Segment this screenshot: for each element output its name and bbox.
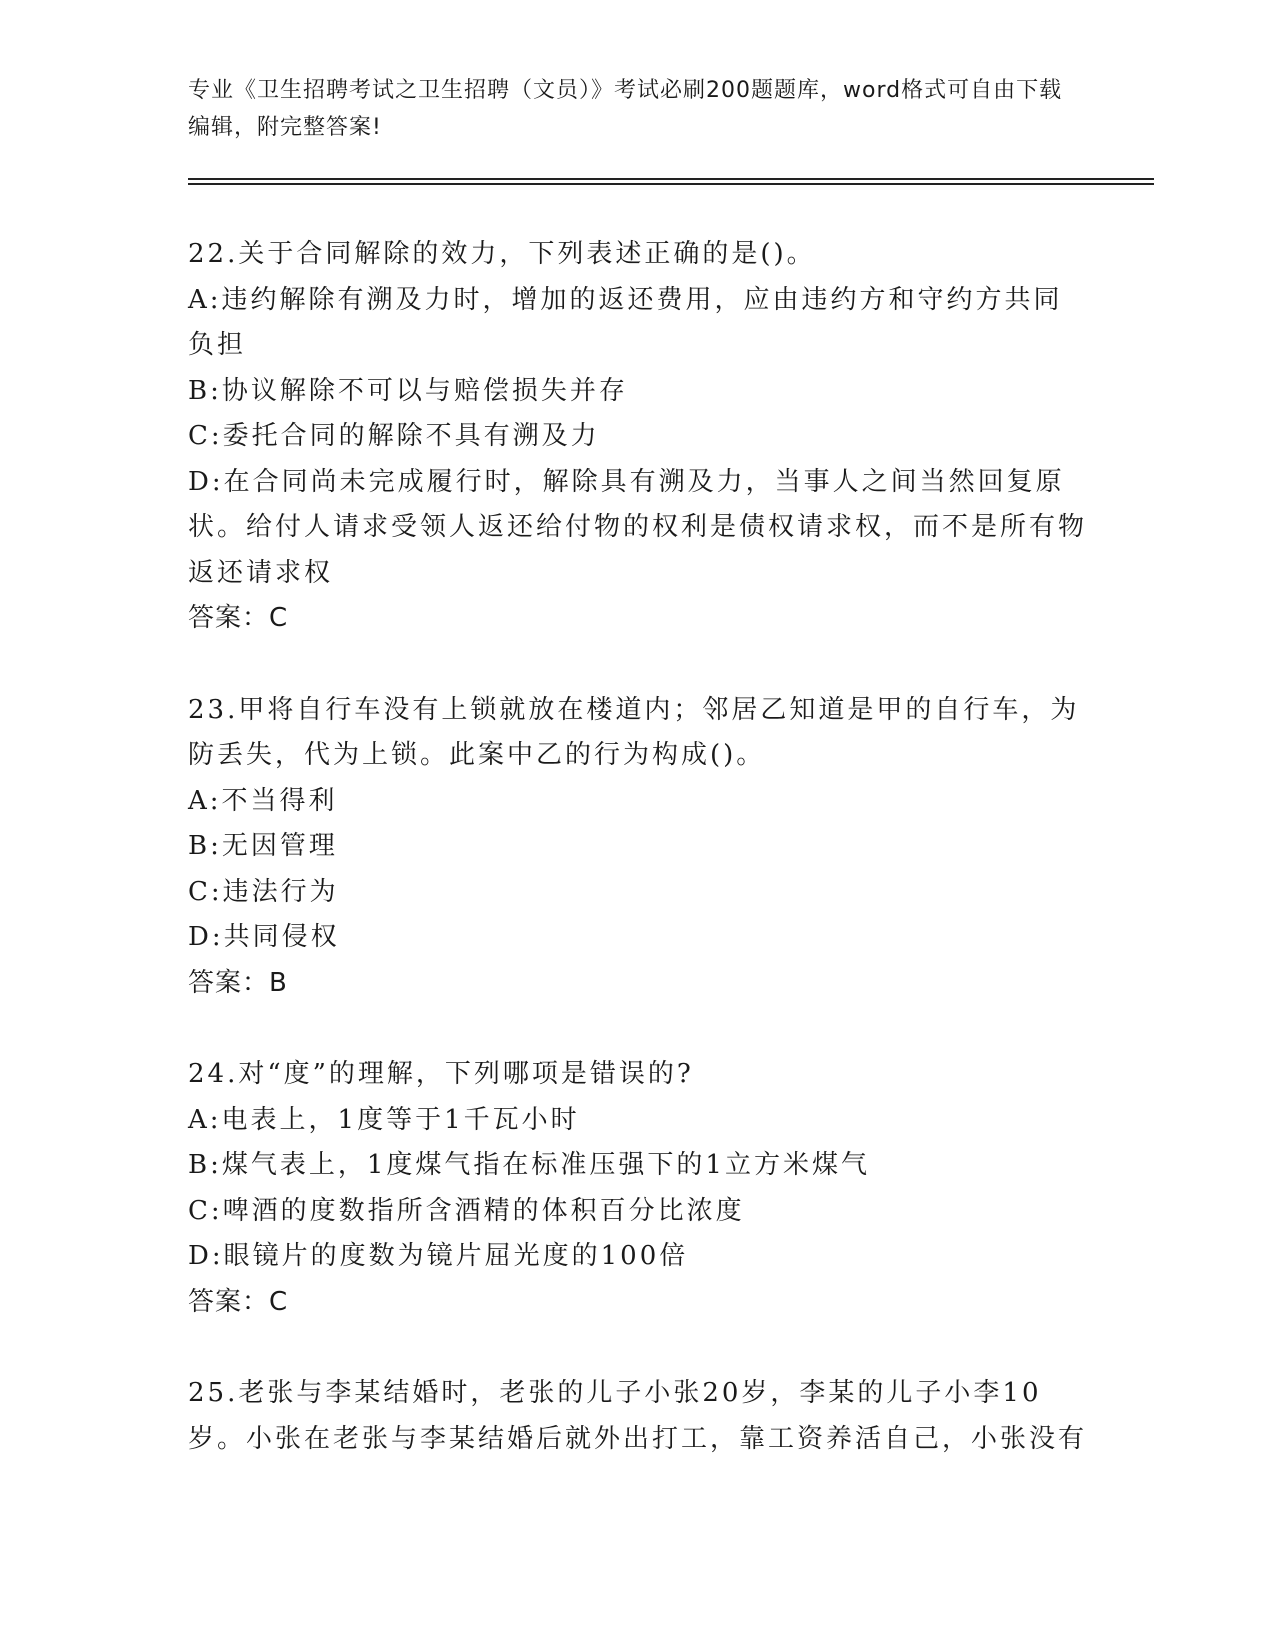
question-stem: 24.对“度”的理解，下列哪项是错误的? — [188, 1059, 694, 1089]
answer-label: 答案：B — [188, 967, 288, 998]
document-header: 专业《卫生招聘考试之卫生招聘（文员）》考试必刷200题题库，word格式可自由下载编辑，附完整答案! — [188, 78, 1063, 140]
option-c: C:啤酒的度数指所含酒精的体积百分比浓度 — [188, 1195, 745, 1226]
option-d: D:眼镜片的度数为镜片屈光度的100倍 — [188, 1241, 689, 1271]
option-d: D:共同侵权 — [188, 922, 340, 952]
answer-label: 答案：C — [188, 1286, 289, 1317]
option-a: A:不当得利 — [188, 785, 338, 816]
question-stem: 22.关于合同解除的效力，下列表述正确的是()。 — [188, 239, 816, 269]
option-b: B:煤气表上，1度煤气指在标准压强下的1立方米煤气 — [188, 1150, 870, 1180]
header-rule-bottom — [188, 183, 1154, 185]
header-rule-top — [188, 178, 1154, 180]
option-a: A:电表上，1度等于1千瓦小时 — [188, 1104, 580, 1135]
option-d: D:在合同尚未完成履行时，解除具有溯及力，当事人之间当然回复原状。给付人请求受领人返还给付物的权利是债权请求权，而不是所有物返还请求权 — [188, 466, 1088, 588]
option-c: C:委托合同的解除不具有溯及力 — [188, 421, 600, 451]
question-stem: 25.老张与李某结婚时，老张的儿子小张20岁，李某的儿子小李10岁。小张在老张与李某结婚后就外出打工，靠工资养活自己，小张没有 — [188, 1378, 1088, 1454]
question-stem: 23.甲将自行车没有上锁就放在楼道内；邻居乙知道是甲的自行车，为防丢失，代为上锁。此案中乙的行为构成()。 — [188, 694, 1080, 770]
option-b: B:无因管理 — [188, 831, 338, 861]
option-a: A:违约解除有溯及力时，增加的返还费用，应由违约方和守约方共同负担 — [188, 284, 1063, 360]
option-c: C:违法行为 — [188, 876, 339, 907]
question-23 — [188, 688, 1088, 1007]
option-b: B:协议解除不可以与赔偿损失并存 — [188, 375, 628, 406]
question-24 — [188, 1052, 1088, 1325]
question-22 — [188, 232, 1088, 642]
question-25 — [188, 1371, 1088, 1462]
answer-label: 答案：C — [188, 603, 289, 633]
question-list — [188, 232, 1088, 1462]
